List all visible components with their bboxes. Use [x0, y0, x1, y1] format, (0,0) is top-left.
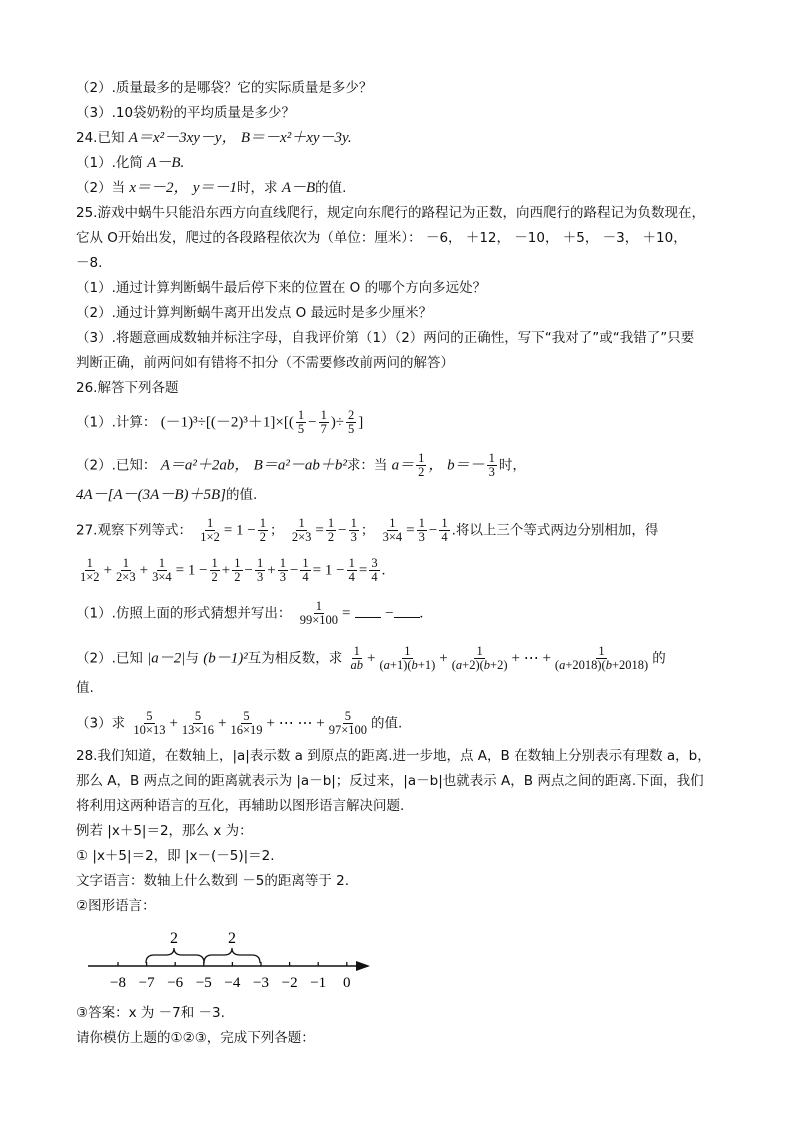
q24-stem: 24.已知 A＝x²－3xy－y， B＝－x²＋xy－3y. — [76, 130, 352, 146]
q28-line3: 将利用这两种语言的互化，再辅助以图形语言解决问题. — [76, 798, 405, 814]
q25-line3: －8. — [76, 255, 103, 271]
q24-part1: （1）.化简 A－B. — [76, 155, 185, 171]
q23-part3: （3）.10袋奶粉的平均质量是多少？ — [76, 105, 296, 121]
number-line-figure — [86, 925, 386, 995]
q28-line2: 那么 A，B 两点之间的距离就表示为 |a－b|；反过来，|a－b|也就表示 A，B 两点之间的距离.下面，我们 — [76, 773, 704, 789]
q23-part2: （2）.质量最多的是哪袋？它的实际质量是多少？ — [76, 80, 373, 96]
tick-label: −2 — [281, 975, 298, 991]
axis-arrow-icon — [356, 961, 370, 971]
tick-label: −4 — [224, 975, 241, 991]
q25-part2: （2）.通过计算判断蜗牛离开出发点 O 最远时是多少厘米？ — [76, 305, 433, 321]
q24-part2: （2）当 x＝－2， y＝－1时，求 A－B的值. — [76, 180, 347, 196]
tick-label: −1 — [310, 975, 327, 991]
q27-stem: 27.观察下列等式： $\frac{1}{1\times 2}$ = 1 − $\frac{1}{2}$ ； $\frac{1}{2\times 3}$ = $\frac{1}{2}$ − $\frac{1}{3}$ ； $\frac{1}{3\times 4}$ = $\frac{1}{3}$ − $\frac{1}{4}$ .将以上三个等式两边分别相加，得 — [76, 516, 659, 544]
answer-blank — [394, 605, 420, 618]
q26-part2: （2）.已知： A＝a²＋2ab， B＝a²－ab＋b²求：当 a＝ $\frac{1}{2}$ ， b＝－ $\frac{1}{3}$ 时， — [76, 451, 526, 479]
answer-blank — [355, 605, 381, 618]
q28-step1: ① |x＋5|＝2，即 |x－(－5)|＝2. — [76, 848, 275, 864]
q25-line2: 它从 O开始出发，爬过的各段路程依次为（单位：厘米）： －6， ＋12， －10， ＋5， －3， ＋10， — [76, 230, 687, 246]
brace-left — [146, 948, 204, 963]
brace-right — [204, 948, 260, 963]
q25-part1: （1）.通过计算判断蜗牛最后停下来的位置在 O 的哪个方向多远处？ — [76, 280, 487, 296]
tick-label: 0 — [343, 975, 351, 991]
q28-step1-text: 文字语言：数轴上什么数到 －5的距离等于 2. — [76, 873, 350, 889]
q28-step2: ②图形语言： — [76, 898, 156, 914]
q28-final: 请你模仿上题的①②③，完成下列各题： — [76, 1030, 315, 1046]
tick-label: −6 — [167, 975, 184, 991]
q24-expr-a: A＝x²－3xy－y， — [128, 130, 237, 146]
tick-label: −5 — [195, 975, 212, 991]
q24-expr-b: B＝－x²＋xy－3y. — [240, 130, 352, 146]
q26-part1: （1）.计算： (－1)³÷[(－2)³＋1]×[( $\frac{1}{5}$ − $\frac{1}{7}$ )÷ $\frac{2}{5}$ ] — [76, 408, 364, 436]
q26-part2-expr: 4A－[A－(3A－B)＋5B]的值. — [76, 487, 258, 503]
brace-label-left: 2 — [170, 930, 178, 947]
q25-part3a: （3）.将题意画成数轴并标注字母，自我评价第（1）（2）两问的正确性，写下“我对了”或“我错了”只要 — [76, 330, 695, 346]
tick-label: −8 — [110, 975, 126, 991]
q27-part2-tail: 值. — [76, 680, 94, 696]
q25-part3b: 判断正确，前两问如有错将不扣分（不需要修改前两问的解答） — [76, 355, 454, 371]
q27-part3: （3）求 $\frac{5}{10\times 13}$ + $\frac{5}{13\times 16}$ + $\frac{5}{16\times 19}$ + ⋯ ⋯ + $\frac{5}{97\times 100}$ 的值. — [76, 709, 403, 737]
q27-sum: $\frac{1}{1\times 2}$ + $\frac{1}{2\times 3}$ + $\frac{1}{3\times 4}$ = 1 − $\frac{1}{2}$ + $\frac{1}{2}$ − $\frac{1}{3}$ + $\frac{1}{3}$ − $\frac{1}{4}$ = 1 − $\frac{1}{4}$ = $\frac{3}{4}$ . — [80, 556, 386, 584]
brace-label-right: 2 — [228, 930, 236, 947]
q28-step3: ③答案：x 为 －7和 －3. — [76, 1005, 225, 1021]
q28-example: 例若 |x＋5|＝2，那么 x 为： — [76, 823, 253, 839]
q27-part2: （2）.已知 |a－2|与 (b－1)²互为相反数，求 $\frac{1}{ab}$ + $\frac{1}{(a+1)(b+1)}$ + $\frac{1}{(a+2)(b+2)}$ + ⋯ + $\frac{1}{(a+2018)(b+2018)}$ 的 — [76, 644, 666, 672]
q26-title: 26.解答下列各题 — [76, 380, 179, 396]
q25-line1: 25.游戏中蜗牛只能沿东西方向直线爬行，规定向东爬行的路程记为正数，向西爬行的路程记为负数现在， — [76, 205, 705, 221]
q28-line1: 28.我们知道，在数轴上，|a|表示数 a 到原点的距离.进一步地，点 A，B 在数轴上分别表示有理数 a，b， — [76, 748, 711, 764]
q27-part1: （1）.仿照上面的形式猜想并写出： $\frac{1}{99\times 100}$ = − . — [76, 599, 424, 627]
tick-label: −3 — [253, 975, 269, 991]
tick-label: −7 — [138, 975, 155, 991]
